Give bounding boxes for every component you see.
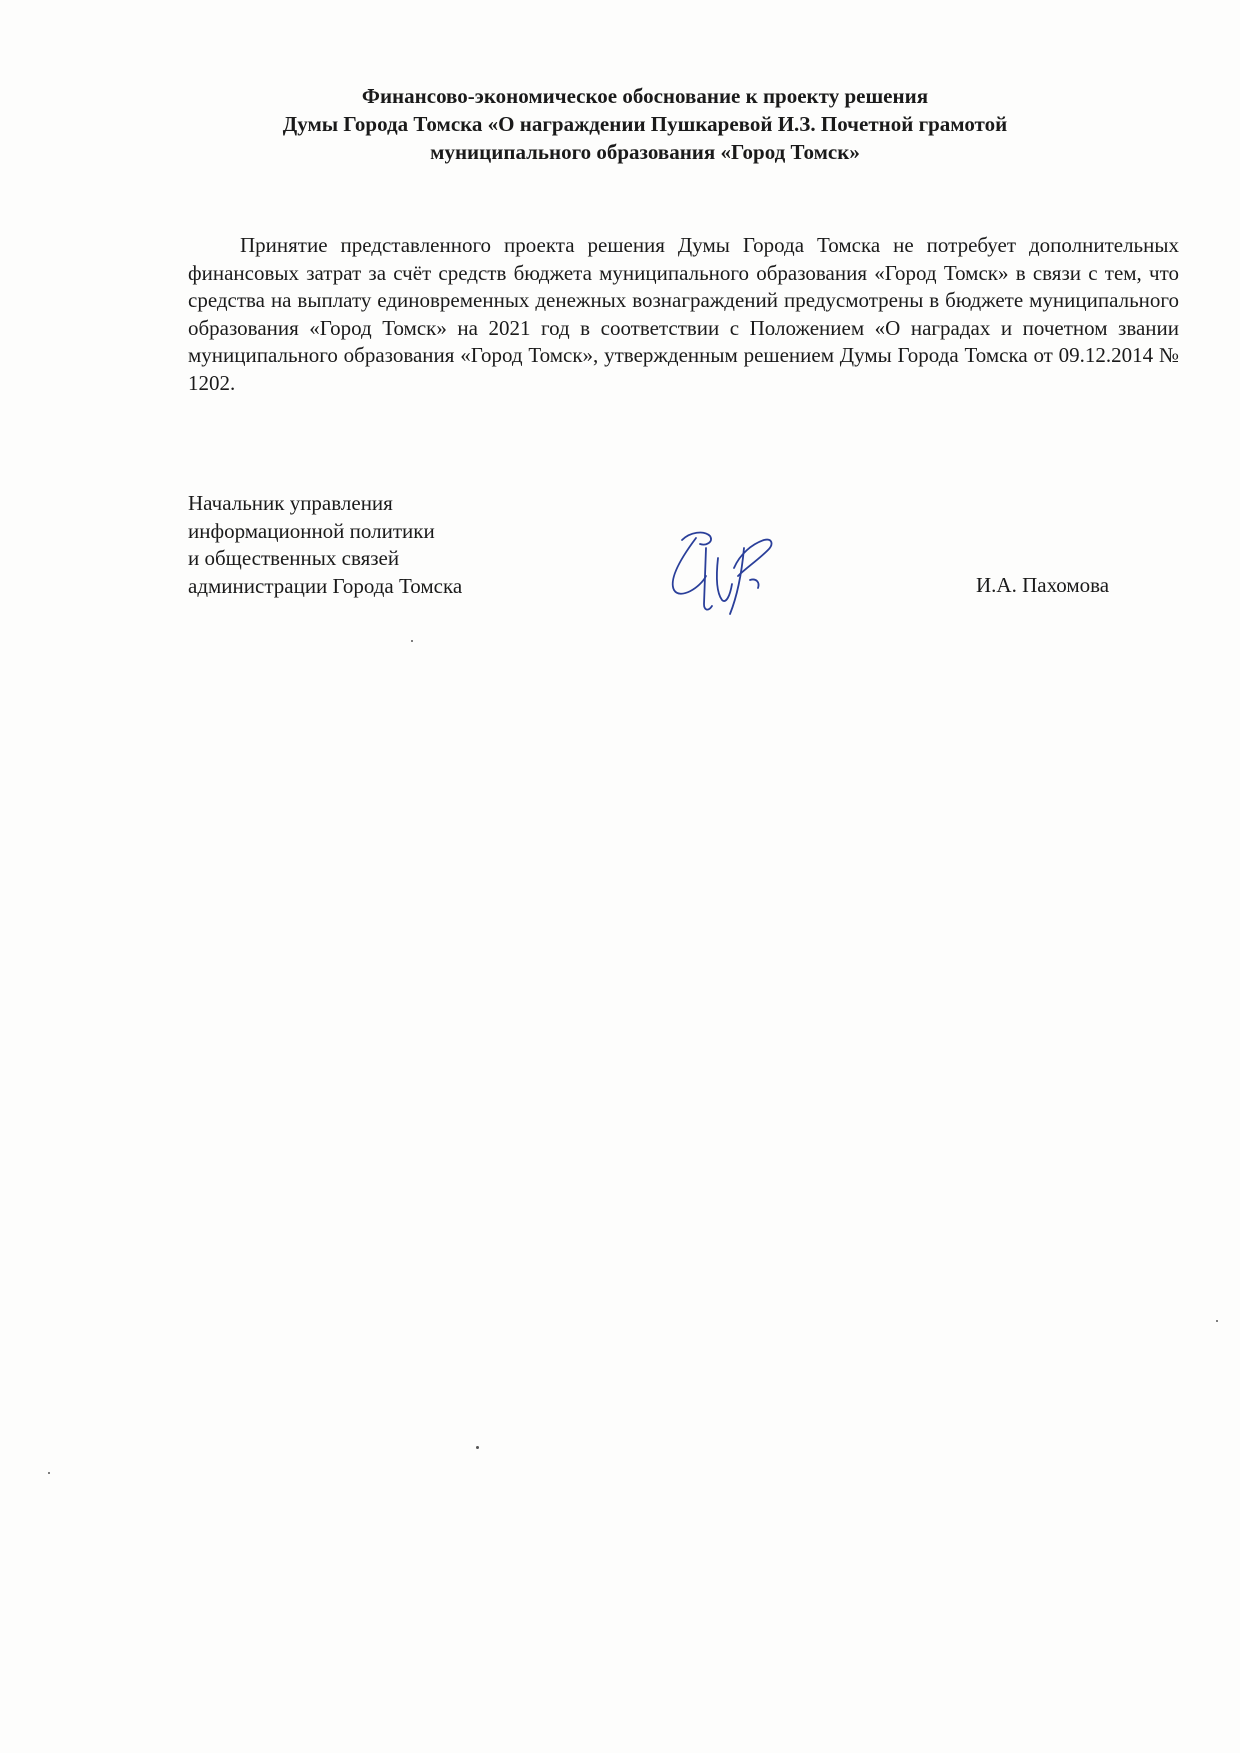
scan-speck [476,1446,479,1449]
title-line-3: муниципального образования «Город Томск» [430,140,860,164]
document-title [230,82,1060,166]
scan-speck [411,640,413,642]
signer-position-line-2: информационной политики [188,518,435,543]
signer-position [188,490,462,600]
signer-name: И.А. Пахомова [976,573,1110,597]
signer-position-line-4: администрации Города Томска [188,573,463,598]
scan-speck [1216,1320,1218,1322]
handwritten-signature [660,518,785,623]
signer-position-line-1: Начальник управления [188,491,393,515]
title-line-2: Думы Города Томска «О награждении Пушкаревой И.З. Почетной грамотой [282,112,1008,136]
signer-position-line-3: и общественных связей [188,546,400,570]
scan-speck [48,1472,50,1474]
title-line-1: Финансово-экономическое обоснование к проекту решения [361,84,929,108]
body-paragraph: Принятие представленного проекта решения Думы Города Томска не потребует дополнительных финансовых затрат за счёт средств бюджета муниципального образования «Город Томск» в связи с тем, что средства на выплату единовременных денежных вознаграждений предусмотрены в бюджете муниципального образования «Город Томск» на 2021 год в соответствии с Положением «О наградах и почетном звании муниципального образования «Город Томск», утвержденным решением Думы Города Томска от 09.12.2014 № 1202. [188,233,1179,395]
